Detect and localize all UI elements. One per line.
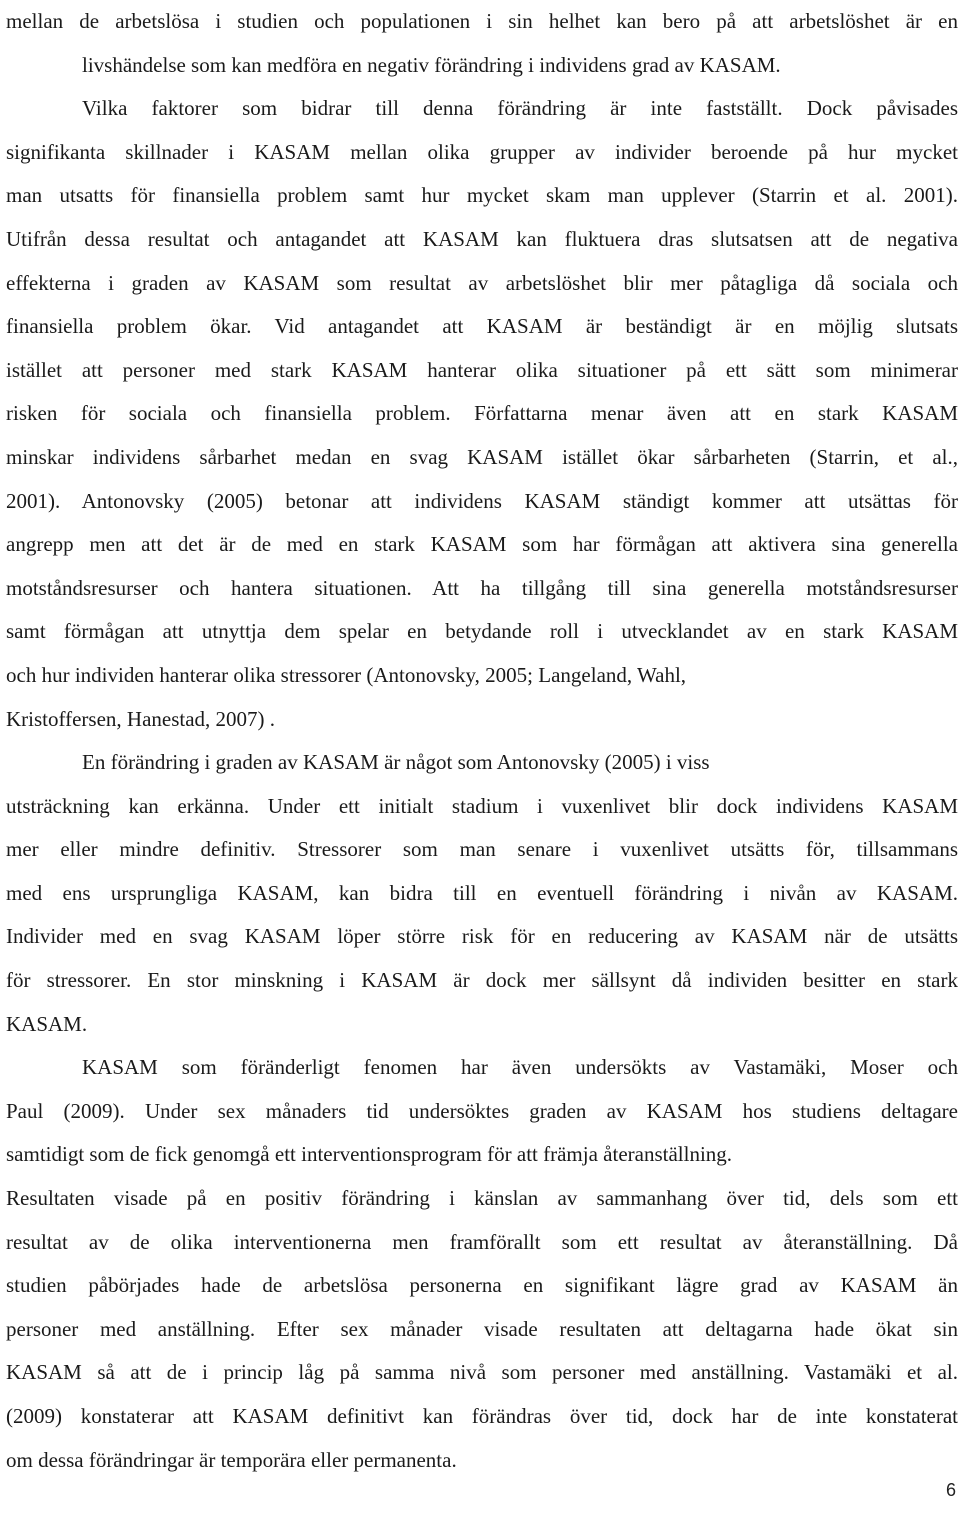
text-line: för stressorer. En stor minskning i KASAM är dock mer sällsynt då individen besitter en stark [6, 968, 958, 993]
text-line: istället att personer med stark KASAM hanterar olika situationer på ett sätt som minimerar [6, 357, 958, 382]
text-line: KASAM. [6, 1011, 88, 1036]
text-line: KASAM som föränderligt fenomen har även undersökts av Vastamäki, Moser och [82, 1055, 958, 1080]
text-line: om dessa förändringar är temporära eller permanenta. [6, 1447, 457, 1472]
text-line: Paul (2009). Under sex månaders tid undersöktes graden av KASAM hos studiens deltagare [6, 1098, 958, 1123]
text-line: och hur individen hanterar olika stressorer (Antonovsky, 2005; Langeland, Wahl, [6, 662, 687, 687]
text-line: finansiella problem ökar. Vid antagandet att KASAM är beständigt är en möjlig slutsats [6, 314, 958, 339]
text-line: Resultaten visade på en positiv förändring i känslan av sammanhang över tid, dels som ett [6, 1186, 958, 1211]
text-line: personer med anställning. Efter sex månader visade resultaten att deltagarna hade ökat sin [6, 1316, 958, 1341]
text-line: utsträckning kan erkänna. Under ett initialt stadium i vuxenlivet blir dock individens KASAM [6, 793, 958, 818]
text-line: effekterna i graden av KASAM som resultat av arbetslöshet blir mer påtagliga då sociala och [6, 270, 958, 295]
text-line: Individer med en svag KASAM löper större risk för en reducering av KASAM när de utsätts [6, 924, 958, 949]
text-line: Vilka faktorer som bidrar till denna förändring är inte fastställt. Dock påvisades [82, 96, 958, 121]
text-line: resultat av de olika interventionerna men framförallt som ett resultat av återanställning. Då [6, 1229, 958, 1254]
text-line: En förändring i graden av KASAM är något som Antonovsky (2005) i viss [82, 750, 710, 775]
text-line: med ens ursprungliga KASAM, kan bidra till en eventuell förändring i nivån av KASAM. [6, 880, 958, 905]
text-line: Utifrån dessa resultat och antagandet att KASAM kan fluktuera dras slutsatsen att de negativa [6, 226, 958, 251]
text-line: 2001). Antonovsky (2005) betonar att individens KASAM ständigt kommer att utsättas för [6, 488, 958, 513]
text-line: motståndsresurser och hantera situationen. Att ha tillgång till sina generella motståndsresurser [6, 575, 958, 600]
text-line: angrepp men att det är de med en stark KASAM som har förmågan att aktivera sina generella [6, 532, 958, 557]
text-line: (2009) konstaterar att KASAM definitivt kan förändras över tid, dock har de inte konstaterat [6, 1404, 958, 1428]
text-line: minskar individens sårbarhet medan en svag KASAM istället ökar sårbarheten (Starrin, et al., [6, 444, 958, 469]
text-line: man utsatts för finansiella problem samt hur mycket skam man upplever (Starrin et al. 2001). [6, 183, 958, 208]
body-text [6, 0, 958, 1482]
text-line: studien påbörjades hade de arbetslösa personerna en signifikant lägre grad av KASAM än [6, 1273, 958, 1298]
text-line: mellan de arbetslösa i studien och populationen i sin helhet kan bero på att arbetslöshet är en [6, 9, 958, 33]
text-line: Kristoffersen, Hanestad, 2007) . [6, 706, 276, 731]
text-line: samtidigt som de fick genomgå ett interventionsprogram för att främja återanställning. [6, 1142, 733, 1167]
text-line: signifikanta skillnader i KASAM mellan olika grupper av individer beroende på hur mycket [6, 139, 958, 164]
text-line: mer eller mindre definitiv. Stressorer som man senare i vuxenlivet utsätts för, tillsammans [6, 837, 958, 862]
text-line: risken för sociala och finansiella problem. Författarna menar även att en stark KASAM [6, 401, 958, 426]
page-number: 6 [945, 1480, 956, 1500]
text-line: samt förmågan att utnyttja dem spelar en betydande roll i utvecklandet av en stark KASAM [6, 619, 958, 644]
text-line: livshändelse som kan medföra en negativ förändring i individens grad av KASAM. [82, 52, 781, 77]
text-line: KASAM så att de i princip låg på samma nivå som personer med anställning. Vastamäki et al. [6, 1360, 958, 1385]
